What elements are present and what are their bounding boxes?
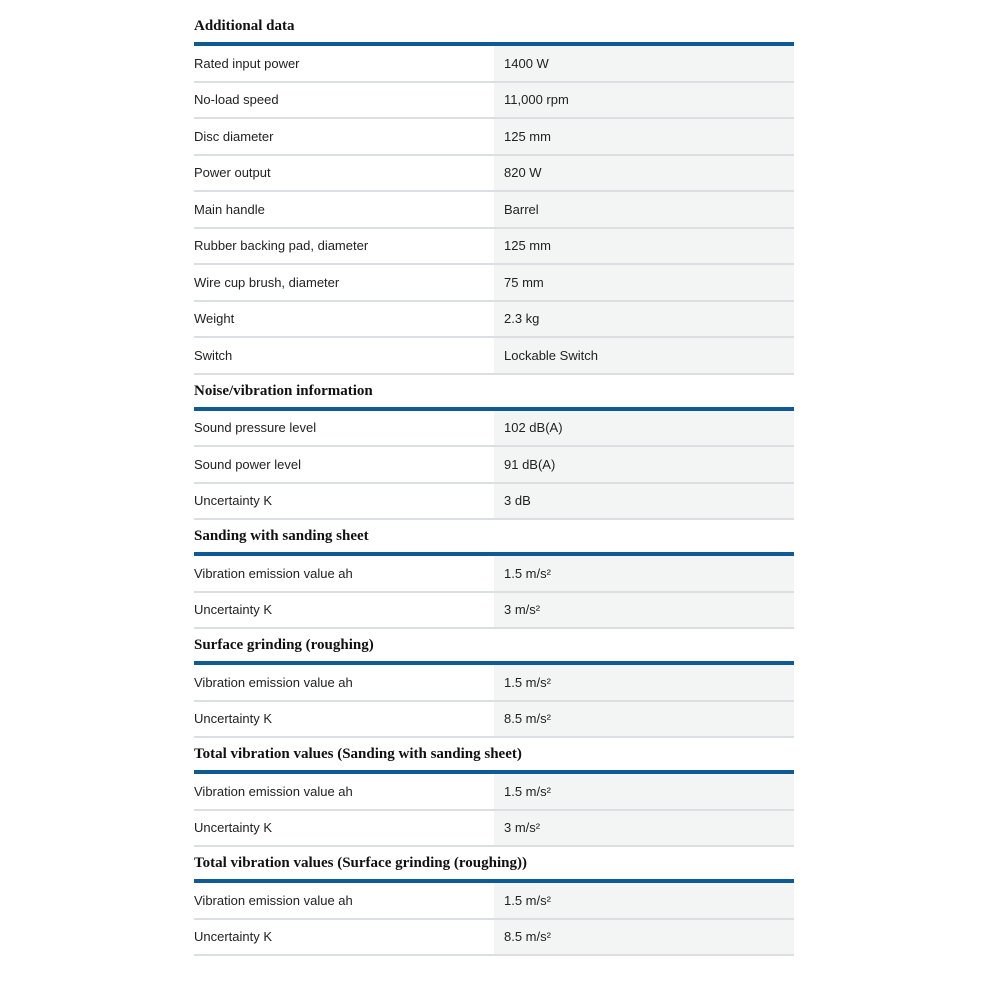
- spec-table: [194, 665, 794, 738]
- table-row: [194, 82, 794, 119]
- section-title: Surface grinding (roughing): [194, 637, 374, 653]
- spec-label: Sound pressure level: [194, 411, 494, 447]
- spec-value: Barrel: [494, 191, 794, 228]
- table-row: [194, 483, 794, 520]
- table-row: [194, 556, 794, 592]
- spec-table: [194, 46, 794, 375]
- spec-value: 125 mm: [494, 118, 794, 155]
- table-row: [194, 155, 794, 192]
- spec-value: 1.5 m/s²: [494, 665, 794, 701]
- spec-label: Uncertainty K: [194, 592, 494, 629]
- table-row: [194, 446, 794, 483]
- section-title: Sanding with sanding sheet: [194, 528, 369, 544]
- spec-label: Vibration emission value ah: [194, 774, 494, 810]
- spec-label: Power output: [194, 155, 494, 192]
- spec-value: 3 m/s²: [494, 810, 794, 847]
- table-row: [194, 883, 794, 919]
- spec-value: 1400 W: [494, 46, 794, 82]
- spec-label: Uncertainty K: [194, 919, 494, 956]
- spec-label: Uncertainty K: [194, 810, 494, 847]
- spec-label: Vibration emission value ah: [194, 883, 494, 919]
- table-row: [194, 191, 794, 228]
- table-row: [194, 411, 794, 447]
- spec-value: 8.5 m/s²: [494, 701, 794, 738]
- spec-section: [194, 847, 794, 956]
- table-row: [194, 46, 794, 82]
- spec-section: [194, 738, 794, 847]
- spec-value: 102 dB(A): [494, 411, 794, 447]
- table-row: [194, 592, 794, 629]
- spec-value: 1.5 m/s²: [494, 556, 794, 592]
- spec-label: Vibration emission value ah: [194, 665, 494, 701]
- spec-label: Disc diameter: [194, 118, 494, 155]
- table-row: [194, 774, 794, 810]
- spec-label: Rated input power: [194, 46, 494, 82]
- spec-table: [194, 411, 794, 521]
- spec-value: 3 dB: [494, 483, 794, 520]
- spec-label: Weight: [194, 301, 494, 338]
- spec-label: Sound power level: [194, 446, 494, 483]
- table-row: [194, 301, 794, 338]
- spec-value: 91 dB(A): [494, 446, 794, 483]
- section-title: Noise/vibration information: [194, 382, 373, 399]
- table-row: [194, 810, 794, 847]
- spec-value: 3 m/s²: [494, 592, 794, 629]
- spec-section: [194, 629, 794, 738]
- section-title: Total vibration values (Sanding with sanding sheet): [194, 746, 522, 762]
- spec-label: Vibration emission value ah: [194, 556, 494, 592]
- table-row: [194, 264, 794, 301]
- spec-value: 8.5 m/s²: [494, 919, 794, 956]
- spec-label: Uncertainty K: [194, 701, 494, 738]
- spec-section: [194, 10, 794, 375]
- spec-label: Switch: [194, 337, 494, 374]
- table-row: [194, 919, 794, 956]
- spec-section: [194, 520, 794, 629]
- spec-label: No-load speed: [194, 82, 494, 119]
- spec-section: [194, 375, 794, 521]
- spec-value: 2.3 kg: [494, 301, 794, 338]
- spec-label: Rubber backing pad, diameter: [194, 228, 494, 265]
- spec-table: [194, 774, 794, 847]
- section-title: Total vibration values (Surface grinding (roughing)): [194, 855, 527, 871]
- spec-value: 1.5 m/s²: [494, 883, 794, 919]
- section-title: Additional data: [194, 18, 295, 34]
- spec-sheet: [194, 10, 794, 956]
- table-row: [194, 228, 794, 265]
- spec-label: Wire cup brush, diameter: [194, 264, 494, 301]
- table-row: [194, 118, 794, 155]
- spec-value: Lockable Switch: [494, 337, 794, 374]
- spec-table: [194, 556, 794, 629]
- spec-label: Main handle: [194, 191, 494, 228]
- spec-value: 11,000 rpm: [494, 82, 794, 119]
- spec-value: 820 W: [494, 155, 794, 192]
- spec-table: [194, 883, 794, 956]
- spec-value: 1.5 m/s²: [494, 774, 794, 810]
- table-row: [194, 337, 794, 374]
- spec-label: Uncertainty K: [194, 483, 494, 520]
- spec-value: 125 mm: [494, 228, 794, 265]
- table-row: [194, 701, 794, 738]
- table-row: [194, 665, 794, 701]
- spec-value: 75 mm: [494, 264, 794, 301]
